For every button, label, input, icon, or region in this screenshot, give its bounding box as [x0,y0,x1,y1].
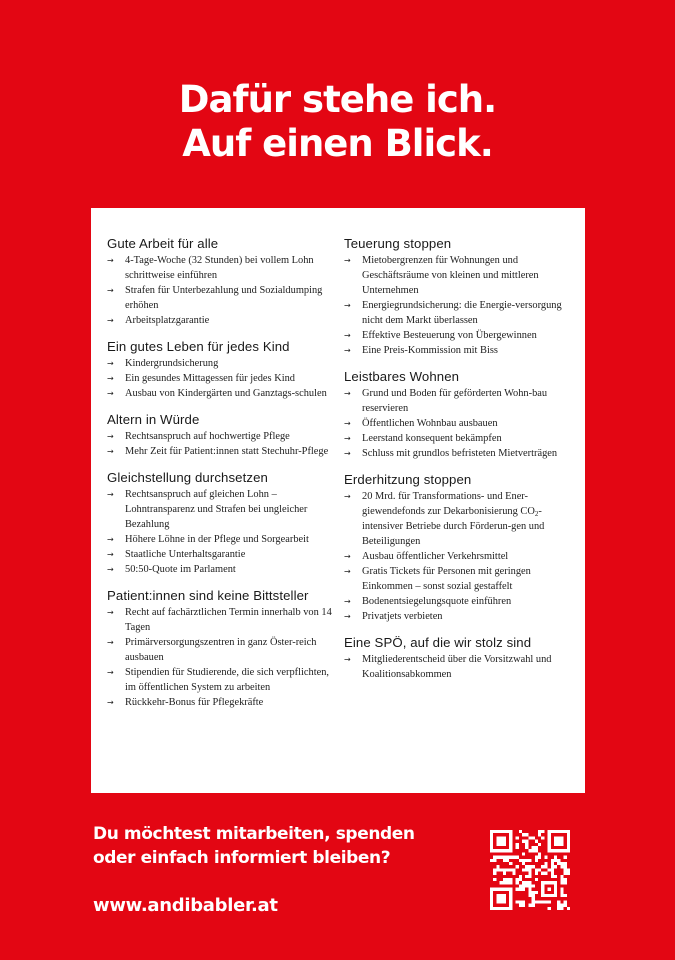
program-section [107,469,337,577]
program-section [344,634,572,682]
list-item-text: Staatliche Unterhaltsgarantie [125,549,246,560]
list-item [107,313,337,328]
list-item [107,487,337,532]
list-item [107,665,337,695]
list-item-text: Leerstand konsequent bekämpfen [362,433,502,444]
list-item [344,652,572,682]
bullet-list [107,253,337,328]
list-item-text: Schluss mit grundlos befristeten Mietverträgen [362,448,558,459]
bullet-list [344,253,572,358]
arrow-right-icon: → [107,698,114,707]
list-item [344,489,572,549]
list-item-text: Effektive Besteuerung von Übergewinnen [362,330,537,341]
list-item [107,283,337,313]
list-item-text: Energiegrundsicherung: die Energie-versorgung nicht dem Markt überlassen [362,300,562,326]
left-column [107,235,337,720]
list-item-text: 20 Mrd. für Transformations- und Ener-giewendefonds zur Dekarbonisierung $CO_2$-intensiver Betriebe durch Förderun-gen und Beteiligungen [362,491,545,547]
list-item-text: Rechtsanspruch auf gleichen Lohn – Lohntransparenz und Strafen bei ungleicher Bezahlung [125,489,308,530]
list-item [344,446,572,461]
arrow-right-icon: → [344,492,351,501]
bullet-list [107,429,337,459]
arrow-right-icon: → [344,612,351,621]
list-item-text: Rückkehr-Bonus für Pflegekräfte [125,697,264,708]
list-item [344,431,572,446]
list-item-text: Mietobergrenzen für Wohnungen und Geschäftsräume von kleinen und mittleren Unternehmen [362,255,539,296]
program-section [344,235,572,358]
list-item-text: Öffentlichen Wohnbau ausbauen [362,418,498,429]
list-item-text: Höhere Löhne in der Pflege und Sorgearbeit [125,534,309,545]
program-section [344,471,572,624]
arrow-right-icon: → [344,434,351,443]
list-item-text: Rechtsanspruch auf hochwertige Pflege [125,431,290,442]
arrow-right-icon: → [107,535,114,544]
arrow-right-icon: → [344,346,351,355]
arrow-right-icon: → [344,597,351,606]
list-item-text: Stipendien für Studierende, die sich verpflichten, im öffentlichen System zu arbeiten [125,667,330,693]
list-item [107,605,337,635]
arrow-right-icon: → [344,301,351,310]
arrow-right-icon: → [344,331,351,340]
arrow-right-icon: → [107,389,114,398]
list-item [344,386,572,416]
arrow-right-icon: → [107,565,114,574]
list-item-text: Primärversorgungszentren in ganz Öster-reich ausbauen [125,637,317,663]
list-item-text: Ausbau öffentlicher Verkehrsmittel [362,551,509,562]
list-item [344,609,572,624]
section-heading: Teuerung stoppen [344,236,452,251]
list-item-text: Arbeitsplatzgarantie [125,315,210,326]
list-item [344,564,572,594]
arrow-right-icon: → [344,256,351,265]
arrow-right-icon: → [344,419,351,428]
list-item-text: Bodenentsiegelungsquote einführen [362,596,512,607]
list-item-text: Eine Preis-Kommission mit Biss [362,345,498,356]
title-line-1: Dafür stehe ich. [178,78,497,121]
list-item-text: Ausbau von Kindergärten und Ganztags-schulen [125,388,327,399]
program-section [344,368,572,461]
list-item [107,562,337,577]
cta-line-2: oder einfach informiert bleiben? [93,848,391,868]
arrow-right-icon: → [107,374,114,383]
arrow-right-icon: → [107,550,114,559]
qr-code-icon[interactable] [490,830,570,910]
section-heading: Eine SPÖ, auf die wir stolz sind [344,635,532,650]
bullet-list [344,489,572,624]
list-item [107,695,337,710]
arrow-right-icon: → [344,655,351,664]
section-heading: Erderhitzung stoppen [344,472,472,487]
bullet-list [107,605,337,710]
bullet-list [344,652,572,682]
section-heading: Ein gutes Leben für jedes Kind [107,339,290,354]
list-item-text: Kindergrundsicherung [125,358,219,369]
list-item-text: Mehr Zeit für Patient:innen statt Stechuhr-Pflege [125,446,329,457]
list-item [107,253,337,283]
list-item [107,444,337,459]
program-card [91,208,585,793]
list-item [344,594,572,609]
arrow-right-icon: → [107,490,114,499]
list-item-text: Grund und Boden für geförderten Wohn-bau reservieren [362,388,548,414]
website-link[interactable]: www.andibabler.at [93,895,278,916]
arrow-right-icon: → [344,552,351,561]
list-item-text: Recht auf fachärztlichen Termin innerhalb von 14 Tagen [125,607,332,633]
bullet-list [107,356,337,401]
arrow-right-icon: → [107,256,114,265]
arrow-right-icon: → [344,567,351,576]
list-item-text: 4-Tage-Woche (32 Stunden) bei vollem Lohn schrittweise einführen [125,255,314,281]
program-section [107,411,337,459]
list-item [107,532,337,547]
list-item [344,298,572,328]
list-item [344,549,572,564]
list-item-text: 50:50-Quote im Parlament [125,564,236,575]
list-item-text: Gratis Tickets für Personen mit geringen Einkommen – sonst sozial gestaffelt [362,566,531,592]
arrow-right-icon: → [107,316,114,325]
list-item [107,429,337,444]
arrow-right-icon: → [107,638,114,647]
title-line-2: Auf einen Blick. [182,122,493,165]
arrow-right-icon: → [344,449,351,458]
program-section [107,338,337,401]
list-item [107,547,337,562]
list-item [344,328,572,343]
list-item-text: Strafen für Unterbezahlung und Sozialdumping erhöhen [125,285,323,311]
program-section [107,235,337,328]
list-item [107,386,337,401]
list-item [107,635,337,665]
section-heading: Patient:innen sind keine Bittsteller [107,588,309,603]
arrow-right-icon: → [107,668,114,677]
page-title [0,78,675,166]
arrow-right-icon: → [107,608,114,617]
section-heading: Gute Arbeit für alle [107,236,219,251]
list-item-text: Mitgliederentscheid über die Vorsitzwahl und Koalitionsabkommen [362,654,552,680]
section-heading: Leistbares Wohnen [344,369,460,384]
list-item [107,371,337,386]
list-item [344,416,572,431]
cta-line-1: Du möchtest mitarbeiten, spenden [93,824,415,844]
program-section [107,587,337,710]
list-item [107,356,337,371]
right-column [344,235,572,692]
list-item [344,253,572,298]
arrow-right-icon: → [107,286,114,295]
section-heading: Altern in Würde [107,412,200,427]
call-to-action [93,822,415,870]
list-item-text: Ein gesundes Mittagessen für jedes Kind [125,373,295,384]
list-item-text: Privatjets verbieten [362,611,443,622]
arrow-right-icon: → [107,447,114,456]
arrow-right-icon: → [107,432,114,441]
section-heading: Gleichstellung durchsetzen [107,470,268,485]
arrow-right-icon: → [107,359,114,368]
bullet-list [344,386,572,461]
arrow-right-icon: → [344,389,351,398]
list-item [344,343,572,358]
bullet-list [107,487,337,577]
